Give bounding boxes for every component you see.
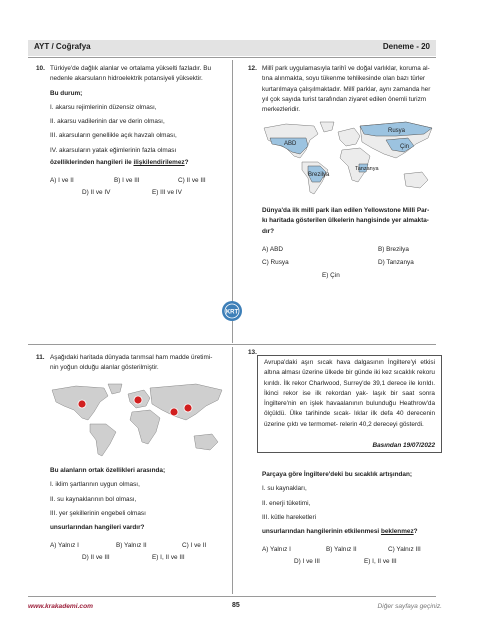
options-row xyxy=(262,258,440,269)
statement-item: III. akarsuların genellikle açık havzalı olması, xyxy=(50,132,177,140)
map-label-tanzania: Tanzanya xyxy=(355,166,379,172)
statement-item: III. yer şekillerinin engebeli olması xyxy=(50,509,146,517)
option-a[interactable]: A) Yalnız I xyxy=(262,546,291,554)
question-prompt: Parçaya göre İngiltere'deki bu sıcaklık artışından; xyxy=(262,471,412,478)
option-d[interactable]: D) I ve III xyxy=(294,558,320,566)
statement-item: IV. akarsuların yatak eğimlerinin fazla olması xyxy=(50,146,177,154)
publisher-emblem-icon xyxy=(221,300,243,322)
option-d[interactable]: D) II ve IV xyxy=(82,189,111,197)
map-label-usa: ABD xyxy=(284,141,297,147)
question-stem: kurtarılmaya çalışılmaktadır. Millî parklar, aynı zamanda her xyxy=(262,85,431,93)
question-stem: nin yoğun olduğu alanlar gösterilmiştir. xyxy=(50,364,159,372)
option-e[interactable]: E) I, II ve III xyxy=(364,558,397,566)
question-number: 12. xyxy=(248,65,257,72)
header-bar xyxy=(28,40,436,56)
statement-item: II. enerji tüketimi, xyxy=(262,499,311,507)
question-stem: Millî park uygulamasıyla tarihî ve doğal varlıklar, koruma al- xyxy=(262,65,430,72)
news-box xyxy=(257,355,442,453)
option-a[interactable]: A) ABD xyxy=(262,245,283,253)
world-map-countries xyxy=(256,118,441,200)
option-d[interactable]: D) II ve III xyxy=(82,554,110,562)
option-c[interactable]: C) Yalnız III xyxy=(388,546,421,554)
question-prompt: unsurlarından hangileri vardır? xyxy=(50,524,145,532)
option-b[interactable]: B) Brezilya xyxy=(378,245,409,253)
map-point xyxy=(134,396,142,404)
question-number: 11. xyxy=(36,354,45,361)
question-prompt: Dünya'da ilk millî park ilan edilen Yellowstone Millî Par- xyxy=(262,207,430,214)
options-row xyxy=(50,188,225,199)
option-a[interactable]: A) I ve II xyxy=(50,177,74,185)
options-row xyxy=(50,541,226,552)
next-page-note: Diğer sayfaya geçiniz. xyxy=(377,603,442,610)
question-stem: yıl çok sayıda turist tarafından ziyaret edilen önemli turizm xyxy=(262,95,427,103)
website-link[interactable]: www.krakademi.com xyxy=(28,603,93,610)
option-e[interactable]: E) I, II ve III xyxy=(152,554,185,562)
statement-item: II. su kaynaklarının bol olması, xyxy=(50,495,137,503)
question-stem: Aşağıdaki haritada dünyada tarımsal ham madde üretimi- xyxy=(50,354,213,361)
exam-title: Deneme - 20 xyxy=(382,42,430,51)
footer-rule xyxy=(28,596,436,597)
statement-item: I. iklim şartlarının uygun olması, xyxy=(50,481,140,489)
option-e[interactable]: E) Çin xyxy=(322,271,340,279)
option-b[interactable]: B) Yalnız II xyxy=(116,542,147,550)
map-label-brazil: Brezilya xyxy=(308,172,330,178)
options-row xyxy=(50,176,225,187)
question-13-prompt xyxy=(262,470,440,568)
options-row xyxy=(50,553,226,564)
option-c[interactable]: C) II ve III xyxy=(178,177,206,185)
options-row xyxy=(262,245,440,256)
option-e[interactable]: E) III ve IV xyxy=(152,189,182,197)
question-prompt: unsurlarından hangilerinin etkilenmesi beklenmez? xyxy=(262,528,418,536)
option-a[interactable]: A) Yalnız I xyxy=(50,542,79,550)
statement-item: III. kütle hareketleri xyxy=(262,513,316,521)
news-source: Basından 19/07/2022 xyxy=(372,442,435,449)
question-stem: tına alınmakta, soyu tükenme tehlikesinde olan bazı türler xyxy=(262,75,426,83)
options-row xyxy=(262,271,440,282)
map-point xyxy=(78,400,86,408)
question-number: 10. xyxy=(36,65,45,72)
subject-title: AYT / Coğrafya xyxy=(34,42,91,51)
question-stem: Türkiye'de dağlık alanlar ve ortalama yükselti fazladır. Bu xyxy=(50,65,212,72)
map-label-russia: Rusya xyxy=(388,128,406,134)
map-point xyxy=(170,408,178,416)
statement-item: I. su kaynakları, xyxy=(262,485,307,493)
question-12-prompt xyxy=(262,206,440,282)
question-prompt: kı haritada gösterilen ülkelerin hangisinde yer almakta- xyxy=(262,217,429,225)
options-row xyxy=(262,545,440,556)
news-text: Avrupa'daki aşırı sıcak hava dalgasının İngiltere'yi etkisi altına alması üzerine ülkede bir günde iki kez sıcaklık rekoru kırıldı. İlk rekor Charlwood, Surrey'de 39,1 derece ile kırıldı. İkinci rekor ise ilk rekordan yak- laşık bir saat sonra İngiltere'nin en işlek havaalanının bulunduğu Heathrow'da ölçüldü. Ülke tarihinde sıcak- lıklar ilk defa 40 derecenin üzerine çıktı ve termomet- relerin 40,2 dereceyi gösterdi. xyxy=(264,359,435,428)
question-stem: merkezleridir. xyxy=(262,106,300,114)
question-11 xyxy=(36,353,226,374)
world-map-agriculture xyxy=(42,380,230,462)
question-10 xyxy=(36,64,225,199)
header-rule xyxy=(28,57,436,58)
statement-item: II. akarsu vadilerinin dar ve derin olması, xyxy=(50,118,165,126)
map-label-china: Çin xyxy=(400,144,410,150)
statement-item: I. akarsu rejimlerinin düzensiz olması, xyxy=(50,103,157,111)
section-rule xyxy=(28,344,436,345)
option-d[interactable]: D) Tanzanya xyxy=(378,258,414,266)
svg-text:KRT: KRT xyxy=(225,309,239,316)
question-prompt: özelliklerinden hangileri ile ilişkilendirilemez? xyxy=(50,159,189,167)
options-row xyxy=(262,557,440,568)
column-divider-bottom xyxy=(232,347,233,594)
page-number: 85 xyxy=(232,602,240,609)
question-lead: Bu durum; xyxy=(50,89,83,97)
question-12 xyxy=(248,64,440,115)
option-b[interactable]: B) I ve III xyxy=(114,177,140,185)
option-b[interactable]: B) Yalnız II xyxy=(326,546,357,554)
question-11-prompt xyxy=(50,466,226,564)
question-number: 13. xyxy=(248,349,257,356)
question-prompt: dır? xyxy=(262,227,275,235)
question-stem: nedenle akarsuların hidroelektrik potansiyeli yüksektir. xyxy=(50,75,203,83)
question-lead: Bu alanların ortak özellikleri arasında; xyxy=(50,467,166,474)
option-c[interactable]: C) Rusya xyxy=(262,258,289,266)
option-c[interactable]: C) I ve II xyxy=(182,542,207,550)
map-point xyxy=(184,404,192,412)
